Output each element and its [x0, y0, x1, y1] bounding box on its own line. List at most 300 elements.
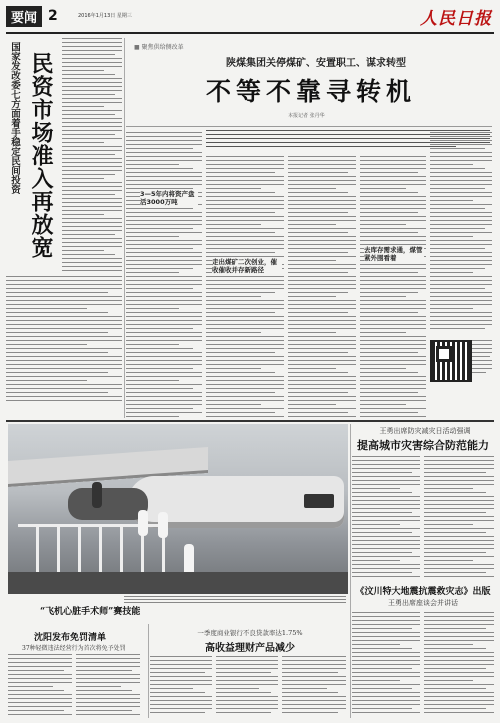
text-line — [430, 180, 492, 181]
text-line — [424, 560, 473, 561]
text-line — [206, 312, 275, 313]
text-line — [126, 168, 193, 169]
text-line — [126, 160, 202, 161]
newspaper-logo: 人民日报 — [420, 9, 492, 29]
text-line — [76, 662, 140, 663]
text-line — [352, 464, 420, 465]
text-line — [360, 344, 426, 345]
text-line — [430, 176, 492, 177]
left-story-headline-block — [6, 38, 58, 268]
text-line — [360, 164, 426, 165]
feature-header — [126, 40, 496, 126]
text-line — [360, 400, 426, 401]
text-line — [126, 372, 202, 373]
text-line — [360, 380, 426, 381]
text-line — [424, 496, 494, 497]
text-line — [206, 352, 275, 353]
text-line — [126, 408, 193, 409]
text-line — [288, 200, 356, 201]
text-line — [282, 700, 346, 701]
text-line — [8, 698, 72, 699]
text-line — [472, 368, 492, 369]
text-line — [206, 184, 284, 185]
text-line — [352, 552, 412, 553]
text-line — [8, 678, 72, 679]
text-line — [360, 396, 426, 397]
text-line — [430, 264, 492, 265]
text-line — [126, 132, 202, 133]
text-line — [288, 336, 356, 337]
text-line — [150, 688, 193, 689]
text-line — [360, 288, 426, 289]
text-line — [206, 196, 284, 197]
text-line — [206, 328, 284, 329]
text-line — [76, 670, 132, 671]
text-line — [360, 192, 418, 193]
text-line — [352, 700, 420, 701]
text-line — [76, 706, 140, 707]
text-line — [6, 352, 108, 353]
text-line — [206, 284, 284, 285]
text-line — [288, 248, 356, 249]
text-line — [206, 256, 284, 257]
text-line — [424, 500, 494, 501]
text-line — [424, 636, 494, 637]
text-line — [62, 166, 122, 167]
text-line — [206, 316, 284, 317]
body-text-column — [150, 656, 212, 718]
text-line — [206, 164, 284, 165]
text-line — [360, 404, 406, 405]
text-line — [282, 656, 346, 657]
text-line — [8, 674, 72, 675]
text-line — [360, 392, 418, 393]
text-line — [360, 188, 406, 189]
text-line — [472, 356, 490, 357]
text-line — [282, 712, 338, 713]
text-line — [360, 272, 418, 273]
text-line — [8, 666, 72, 667]
pull-quote: 走出煤矿二次创业，催收催收并存新路径 — [212, 258, 282, 274]
text-line — [62, 106, 104, 107]
text-line — [430, 212, 492, 213]
feature-byline: 本报记者 张丹华 — [288, 113, 325, 119]
text-line — [352, 528, 420, 529]
text-line — [288, 240, 356, 241]
text-line — [126, 364, 202, 365]
text-line — [206, 392, 275, 393]
text-line — [126, 248, 193, 249]
text-line — [126, 140, 202, 141]
text-line — [206, 160, 284, 161]
qr-code[interactable] — [430, 340, 472, 382]
text-line — [430, 276, 492, 277]
text-line — [8, 658, 72, 659]
text-line — [430, 164, 473, 165]
text-line — [360, 196, 426, 197]
text-line — [424, 660, 494, 661]
text-line — [126, 252, 202, 253]
text-line — [126, 228, 193, 229]
text-line — [62, 258, 122, 259]
text-line — [62, 122, 122, 123]
text-line — [360, 156, 426, 157]
text-line — [424, 488, 473, 489]
text-line — [62, 102, 122, 103]
text-line — [360, 240, 426, 241]
text-line — [352, 492, 412, 493]
feature-subtitle: 陕煤集团关停煤矿、安置职工、谋求转型 — [226, 58, 406, 69]
section-label — [6, 6, 58, 26]
text-line — [76, 698, 140, 699]
text-line — [126, 144, 202, 145]
text-line — [6, 336, 122, 337]
text-line — [126, 288, 193, 289]
text-line — [6, 376, 122, 377]
text-line — [288, 196, 356, 197]
text-line — [424, 632, 494, 633]
text-line — [430, 288, 485, 289]
text-line — [6, 360, 122, 361]
text-line — [62, 150, 122, 151]
text-line — [430, 208, 485, 209]
text-line — [352, 472, 412, 473]
text-line — [6, 280, 122, 281]
text-line — [206, 176, 284, 177]
text-line — [288, 212, 348, 213]
text-line — [206, 364, 284, 365]
text-line — [282, 664, 346, 665]
text-line — [206, 276, 284, 277]
text-line — [430, 316, 492, 317]
text-line — [360, 376, 426, 377]
text-line — [360, 364, 426, 365]
body-text-column — [206, 156, 284, 422]
text-line — [62, 86, 122, 87]
text-line — [206, 130, 490, 131]
text-line — [150, 656, 212, 657]
text-line — [126, 276, 202, 277]
text-line — [424, 572, 486, 573]
text-line — [288, 272, 348, 273]
text-line — [126, 212, 202, 213]
text-line — [288, 332, 336, 333]
text-line — [62, 266, 122, 267]
text-line — [288, 396, 356, 397]
text-line — [62, 242, 122, 243]
text-line — [124, 599, 346, 600]
text-line — [288, 400, 356, 401]
photo-caption — [124, 596, 346, 610]
text-line — [424, 520, 494, 521]
text-line — [360, 340, 426, 341]
text-line — [352, 476, 420, 477]
text-line — [424, 456, 494, 457]
text-line — [360, 172, 418, 173]
text-line — [62, 226, 122, 227]
text-line — [352, 684, 420, 685]
text-line — [430, 300, 492, 301]
text-line — [430, 248, 485, 249]
text-line — [62, 222, 122, 223]
text-line — [424, 564, 494, 565]
text-line — [126, 320, 202, 321]
text-line — [288, 340, 356, 341]
text-line — [472, 344, 492, 345]
text-line — [352, 488, 400, 489]
text-line — [126, 300, 202, 301]
text-line — [430, 144, 492, 145]
text-line — [126, 268, 193, 269]
text-line — [360, 336, 426, 337]
worker-figure — [158, 512, 168, 538]
text-line — [424, 696, 494, 697]
text-line — [288, 376, 356, 377]
text-line — [424, 644, 473, 645]
book-story-subhead: 王勇出席座谈会并讲话 — [388, 599, 458, 607]
text-line — [6, 288, 122, 289]
text-line — [352, 540, 420, 541]
text-line — [6, 392, 108, 393]
text-line — [360, 296, 406, 297]
text-line — [76, 694, 140, 695]
text-line — [352, 460, 420, 461]
text-line — [282, 708, 346, 709]
text-line — [216, 680, 278, 681]
text-line — [288, 236, 356, 237]
text-line — [352, 708, 412, 709]
section-divider — [6, 420, 494, 422]
text-line — [206, 180, 284, 181]
text-line — [62, 142, 104, 143]
text-line — [62, 46, 122, 47]
text-line — [206, 300, 284, 301]
text-line — [216, 672, 271, 673]
text-line — [62, 78, 122, 79]
text-line — [282, 676, 346, 677]
text-line — [6, 316, 122, 317]
text-line — [288, 292, 348, 293]
text-line — [216, 664, 278, 665]
text-line — [126, 360, 202, 361]
text-line — [206, 292, 275, 293]
text-line — [62, 182, 122, 183]
text-line — [288, 324, 356, 325]
text-line — [288, 276, 356, 277]
text-line — [150, 680, 212, 681]
bottom-story-b-subtitle: 一季度商业银行不良贷款率达1.75% — [197, 629, 303, 637]
text-line — [126, 176, 202, 177]
text-line — [206, 416, 284, 417]
text-line — [206, 336, 284, 337]
text-line — [206, 348, 284, 349]
text-line — [288, 256, 356, 257]
text-line — [62, 114, 115, 115]
text-line — [352, 680, 400, 681]
text-line — [6, 308, 87, 309]
text-line — [430, 272, 473, 273]
text-line — [62, 174, 115, 175]
text-line — [360, 212, 418, 213]
text-line — [6, 296, 122, 297]
text-line — [288, 404, 336, 405]
text-line — [352, 576, 420, 577]
text-line — [288, 220, 356, 221]
text-line — [216, 708, 278, 709]
photo-story-title: “飞机心脏手术师”赛技能 — [40, 607, 141, 617]
text-line — [424, 656, 494, 657]
text-line — [352, 560, 400, 561]
text-line — [216, 656, 278, 657]
text-line — [6, 344, 87, 345]
text-line — [126, 156, 202, 157]
text-line — [62, 54, 115, 55]
text-line — [206, 308, 284, 309]
text-line — [430, 160, 492, 161]
text-line — [62, 210, 122, 211]
body-text-column — [76, 654, 140, 718]
text-line — [206, 224, 261, 225]
text-line — [288, 228, 356, 229]
text-line — [206, 356, 284, 357]
text-line — [126, 148, 193, 149]
text-line — [360, 316, 426, 317]
text-line — [360, 208, 426, 209]
text-line — [126, 292, 202, 293]
text-line — [288, 156, 356, 157]
text-line — [352, 524, 400, 525]
text-line — [360, 276, 426, 277]
text-line — [424, 576, 494, 577]
text-line — [126, 336, 202, 337]
text-line — [282, 672, 338, 673]
text-line — [206, 404, 261, 405]
text-line — [8, 682, 72, 683]
text-line — [8, 654, 72, 655]
text-line — [352, 484, 420, 485]
text-line — [206, 204, 284, 205]
text-line — [206, 320, 284, 321]
text-line — [288, 252, 348, 253]
text-line — [206, 220, 284, 221]
text-line — [216, 684, 278, 685]
text-line — [206, 380, 284, 381]
worker-figure — [92, 482, 102, 508]
text-line — [76, 658, 140, 659]
text-line — [424, 460, 494, 461]
text-line — [472, 348, 492, 349]
text-line — [6, 372, 108, 373]
text-line — [430, 228, 485, 229]
text-line — [472, 352, 492, 353]
text-line — [352, 620, 420, 621]
text-line — [126, 232, 202, 233]
text-line — [206, 324, 284, 325]
text-line — [352, 616, 420, 617]
text-line — [352, 532, 412, 533]
text-line — [126, 296, 202, 297]
text-line — [126, 236, 179, 237]
text-line — [150, 712, 205, 713]
text-line — [430, 156, 492, 157]
text-line — [424, 556, 494, 557]
text-line — [206, 372, 275, 373]
text-line — [126, 152, 202, 153]
text-line — [282, 692, 338, 693]
body-text-column — [424, 456, 494, 580]
text-line — [206, 304, 284, 305]
text-line — [360, 220, 426, 221]
text-line — [288, 412, 348, 413]
text-line — [430, 292, 492, 293]
text-line — [424, 524, 473, 525]
text-line — [430, 216, 492, 217]
text-line — [126, 340, 202, 341]
text-line — [288, 392, 348, 393]
text-line — [126, 184, 202, 185]
text-line — [430, 252, 492, 253]
text-line — [76, 678, 140, 679]
text-line — [282, 684, 346, 685]
text-line — [424, 468, 494, 469]
text-line — [6, 348, 122, 349]
text-line — [62, 58, 122, 59]
text-line — [360, 332, 406, 333]
text-line — [126, 316, 202, 317]
text-line — [352, 556, 420, 557]
text-line — [424, 620, 494, 621]
text-line — [126, 376, 202, 377]
text-line — [288, 176, 356, 177]
text-line — [206, 360, 284, 361]
text-line — [126, 392, 202, 393]
text-line — [288, 380, 356, 381]
text-line — [62, 146, 122, 147]
text-line — [206, 172, 275, 173]
text-line — [126, 224, 202, 225]
text-line — [62, 234, 115, 235]
text-line — [424, 616, 494, 617]
text-line — [126, 404, 202, 405]
text-line — [126, 412, 202, 413]
text-line — [206, 252, 275, 253]
text-line — [6, 324, 122, 325]
text-line — [352, 564, 420, 565]
text-line — [126, 244, 202, 245]
text-line — [124, 602, 346, 603]
body-text-column — [424, 612, 494, 718]
text-line — [206, 376, 284, 377]
text-line — [126, 400, 202, 401]
text-line — [206, 228, 284, 229]
text-line — [126, 280, 202, 281]
text-line — [62, 194, 115, 195]
text-line — [360, 416, 426, 417]
text-line — [206, 344, 284, 345]
text-line — [424, 540, 494, 541]
text-line — [206, 288, 284, 289]
right-story-headline: 提高城市灾害综合防范能力 — [357, 439, 489, 452]
text-line — [6, 380, 87, 381]
text-line — [8, 662, 72, 663]
text-line — [62, 178, 104, 179]
body-text-column — [216, 656, 278, 718]
text-line — [126, 312, 202, 313]
text-line — [288, 372, 348, 373]
text-line — [430, 192, 492, 193]
text-line — [216, 668, 278, 669]
text-line — [62, 42, 122, 43]
